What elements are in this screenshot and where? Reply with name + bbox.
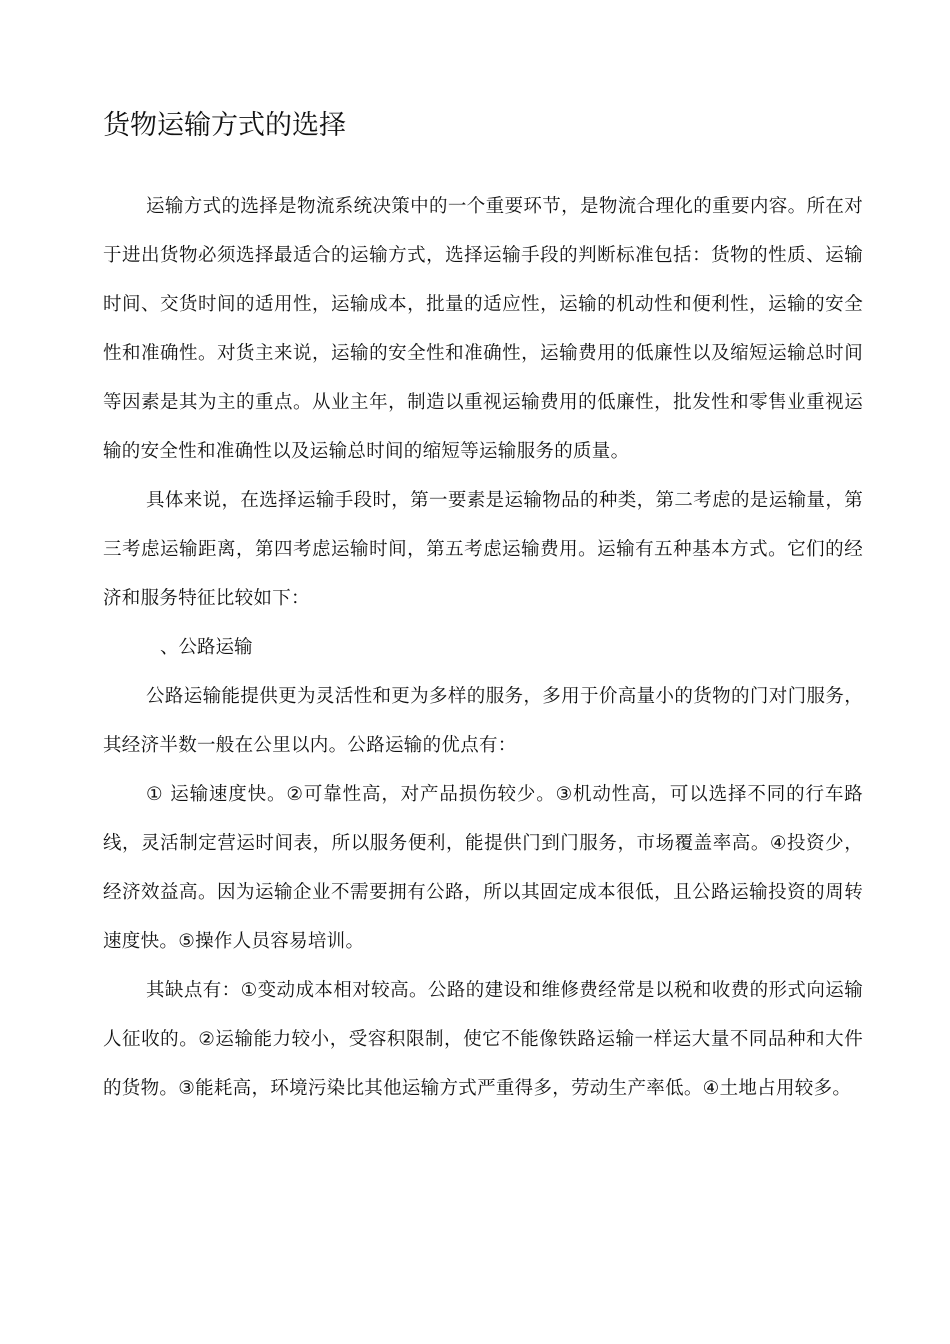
document-title: 货物运输方式的选择 (103, 110, 346, 141)
paragraph-selection-factors: 具体来说，在选择运输手段时，第一要素是运输物品的种类，第二考虑的是运输量，第三考虑运输距离，第四考虑运输时间，第五考虑运输费用。运输有五种基本方式。它们的经济和服务特征比较如下： (103, 490, 863, 609)
paragraph-road-advantages: ① 运输速度快。②可靠性高，对产品损伤较少。③机动性高，可以选择不同的行车路线，灵活制定营运时间表，所以服务便利，能提供门到门服务，市场覆盖率高。④投资少，经济效益高。因为运输企业不需要拥有公路，所以其固定成本很低，且公路运输投资的周转速度快。⑤操作人员容易培训。 (103, 784, 863, 952)
paragraph-intro: 运输方式的选择是物流系统决策中的一个重要环节，是物流合理化的重要内容。所在对于进出货物必须选择最适合的运输方式，选择运输手段的判断标准包括：货物的性质、运输时间、交货时间的适用性，运输成本，批量的适应性，运输的机动性和便利性，运输的安全性和准确性。对货主来说，运输的安全性和准确性，运输费用的低廉性以及缩短运输总时间等因素是其为主的重点。从业主年，制造以重视运输费用的低廉性，批发性和零售业重视运输的安全性和准确性以及运输总时间的缩短等运输服务的质量。 (103, 196, 863, 462)
paragraph-road-disadvantages: 其缺点有：①变动成本相对较高。公路的建设和维修费经常是以税和收费的形式向运输人征收的。②运输能力较小，受容积限制，使它不能像铁路运输一样运大量不同品种和大件的货物。③能耗高，环境污染比其他运输方式严重得多，劳动生产率低。④土地占用较多。 (103, 980, 863, 1099)
paragraph-road-overview: 公路运输能提供更为灵活性和更为多样的服务，多用于价高量小的货物的门对门服务，其经济半数一般在公里以内。公路运输的优点有： (103, 686, 863, 756)
section-heading-road-transport: 、公路运输 (160, 637, 253, 658)
document-body (103, 182, 863, 1113)
